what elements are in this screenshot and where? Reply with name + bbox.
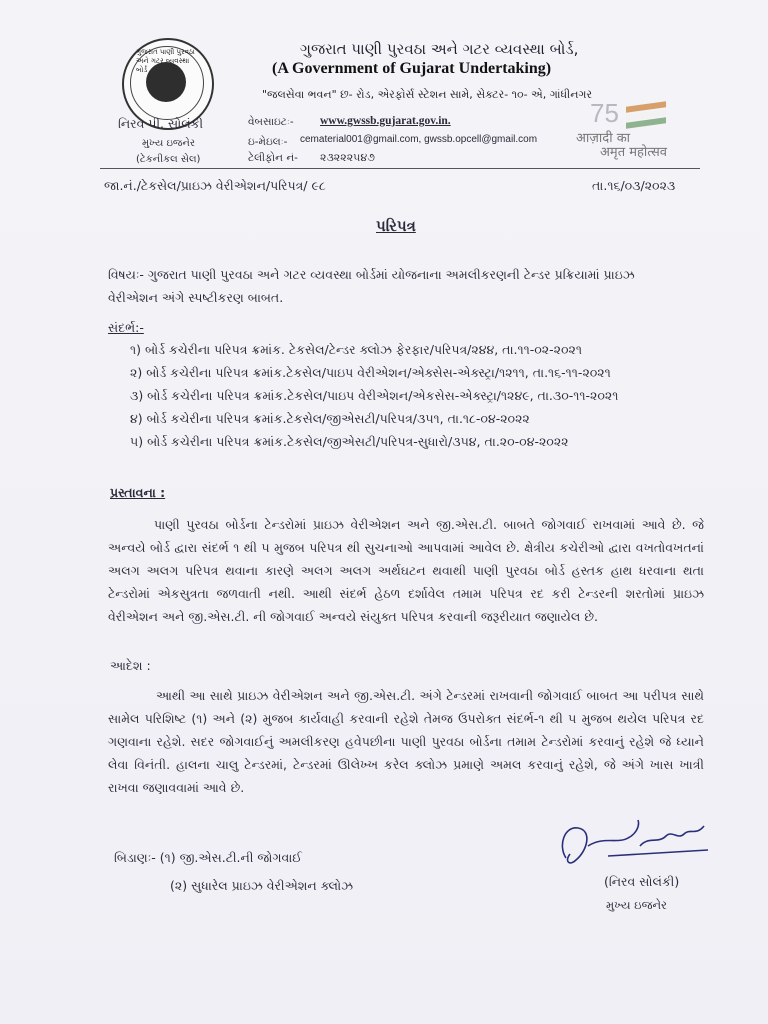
phone-number: ૨૩૨૨૨૫૪૭: [320, 151, 375, 164]
preamble-heading: પ્રસ્તાવના :: [110, 485, 166, 500]
subject-line-2: વેરીએશન અંગે સ્પષ્ટીકરણ બાબત.: [108, 290, 284, 305]
signatory-designation: મુખ્ય ઇજનેર: [606, 898, 667, 912]
reference-item: ૪) બોર્ડ કચેરીના પરિપત્ર ક્રમાંક.ટેકસેલ/જીએસટી/પરિપત્ર/૩૫૧, તા.૧૮-૦૪-૨૦૨૨: [130, 411, 530, 426]
reference-item: ૫) બોર્ડ કચેરીના પરિપત્ર ક્રમાંક.ટેકસેલ/જીએસટી/પરિપત્ર-સુધારો/૩૫૪, તા.૨૦-૦૪-૨૦૨૨: [130, 434, 569, 449]
org-address: "જલસેવા ભવન" છ- રોડ, એરફોર્સ સ્ટેશન સામે, સેક્ટર- ૧૦- એ, ગાંધીનગર: [262, 88, 593, 101]
officer-name: નિરવ પી. સોલંકી: [118, 116, 204, 131]
email-links[interactable]: cematerial001@gmail.com, gwssb.opcell@gmail.com: [300, 134, 538, 145]
email-label: ઇ-મેઇલઃ-: [248, 136, 288, 148]
enclosure-2: (૨) સુધારેલ પ્રાઇઝ વેરીએશન ક્લોઝ: [170, 878, 354, 893]
org-name-gujarati: ગુજરાત પાણી પુરવઠા અને ગટર વ્યવસ્થા બોર્ડ,: [300, 40, 579, 58]
subject-line-1: વિષયઃ- ગુજરાત પાણી પુરવઠા અને ગટર વ્યવસ્થા બોર્ડમાં યોજનાના અમલીકરણની ટેન્ડર પ્રક્રિયામાં પ્રાઇઝ: [108, 267, 635, 282]
logo-text: ગુજરાત પાણી પુરવઠા અને ગટર વ્યવસ્થા બોર્ડ: [136, 48, 195, 74]
references-heading: સંદર્ભ:-: [108, 320, 144, 335]
order-paragraph: આથી આ સાથે પ્રાઇઝ વેરીએશન અને જી.એસ.ટી. અંગે ટેન્ડરમાં રાખવાની જોગવાઈ બાબત આ પરીપત્ર સાથે સામેલ પરિશિષ્ટ (૧) અને (૨) મુજબ કાર્યવાહી કરવાની રહેશે તેમજ ઉપરોક્ત સંદર્ભ-૧ થી ૫ મુજબ થયેલ પરિપત્ર રદ ગણવાના રહેશે. સદર જોગવાઈનું અમલીકરણ હવેપછીના પાણી પુરવઠા બોર્ડના તમામ ટેન્ડરોમાં કરવાનું રહેશે જે ધ્યાને લેવા વિનંતી. હાલના ચાલુ ટેન્ડરમાં, ટેન્ડરમાં ઊલેખ્ખ કરેલ ક્લોઝ પ્રમાણે અમલ કરવાનું રહેશે, જે અંગે ખાસ ખાત્રી રાખવા જણાવવામાં આવે છે.: [108, 688, 704, 795]
azadi-number: 75: [590, 98, 619, 128]
order-heading: આદેશ :: [110, 658, 151, 673]
circular-date: તા.૧૬/૦૩/૨૦૨૩: [592, 178, 676, 193]
document-title: પરિપત્ર: [376, 217, 416, 235]
officer-designation: મુખ્ય ઇજનેર: [142, 138, 196, 149]
azadi-line1: आज़ादी का: [576, 131, 631, 146]
signature: [548, 816, 718, 876]
reference-item: ૨) બોર્ડ કચેરીના પરિપત્ર ક્રમાંક.ટેકસેલ/પાઇપ વેરીએશન/એક્સેસ-એક્સ્ટ્રા/૧૨૧૧, તા.૧૬-૧૧-૨૦૨૧: [130, 365, 611, 380]
azadi-ka-amrit-mahotsav-logo: [574, 98, 694, 158]
officer-cell: (ટેકનીકલ સેલ): [136, 154, 201, 165]
reference-item: ૩) બોર્ડ કચેરીના પરિપત્ર ક્રમાંક.ટેકસેલ/પાઇપ વેરીએશન/એકસેસ-એક્સ્ટ્રા/૧૨૪૯, તા.૩૦-૧૧-૨૦૨૧: [130, 388, 619, 403]
reference-item: ૧) બોર્ડ કચેરીના પરિપત્ર ક્રમાંક. ટેકસેલ/ટેન્ડર ક્લોઝ ફેરફાર/પરિપત્ર/૨૪૪, તા.૧૧-૦૨-૨૦૨૧: [130, 342, 582, 357]
phone-label: ટેલીફોન નં-: [248, 152, 298, 164]
enclosure-1: બિડાણઃ- (૧) જી.એસ.ટી.ની જોગવાઈ: [114, 850, 302, 865]
signatory-name: (નિરવ સોલંકી): [604, 874, 680, 889]
website-label: વેબસાઇટઃ-: [248, 116, 294, 128]
reference-number: જા.નં./ટેકસેલ/પ્રાઇઝ વેરીએશન/પરિપત્ર/ ૯૮: [104, 178, 326, 193]
azadi-line2: अमृत महोत्सव: [600, 145, 668, 160]
website-link[interactable]: www.gwssb.gujarat.gov.in.: [320, 115, 451, 127]
org-name-english: (A Government of Gujarat Undertaking): [272, 60, 552, 77]
header-divider: [100, 168, 700, 169]
preamble-paragraph: પાણી પુરવઠા બોર્ડના ટેન્ડરોમાં પ્રાઇઝ વેરીએશન અને જી.એસ.ટી. બાબતે જોગવાઈ રાખવામાં આવે છે. જે અન્વયે બોર્ડ દ્વારા સંદર્ભ ૧ થી ૫ મુજબ પરિપત્ર થી સુચનાઓ આપવામાં આવેલ છે. ક્ષેત્રીય કચેરીઓ દ્વારા વખતોવખતનાં અલગ અલગ પરિપત્ર થવાના કારણે અલગ અલગ અર્થઘટન થવાથી પાણી પુરવઠા બોર્ડ હસ્તક હાથ ધરવાના થતા ટેન્ડરોમાં એકસુત્રતા જળવાતી નથી. આથી સંદર્ભ હેઠળ દર્શાવેલ તમામ પરિપત્ર રદ કરી ટેન્ડરની શરતોમાં પ્રાઇઝ વેરીએશન અને જી.એસ.ટી. ની જોગવાઈ અન્વયે સંયુક્ત પરિપત્ર કરવાની જરૂરીયાત જણાયેલ છે.: [108, 517, 704, 624]
